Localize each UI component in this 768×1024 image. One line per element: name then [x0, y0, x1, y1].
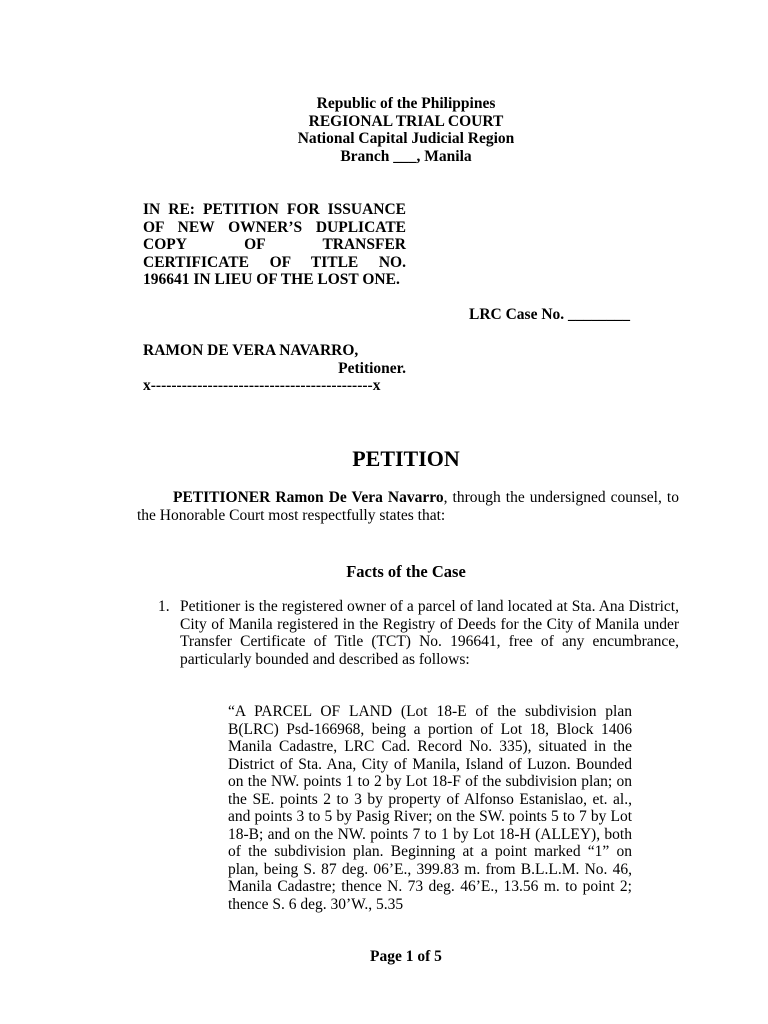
party-block — [143, 342, 406, 395]
court-region: National Capital Judicial Region — [297, 130, 515, 147]
property-description-quote: “A PARCEL OF LAND (Lot 18-E of the subdivision plan B(LRC) Psd-166968, being a portion of Lot 18, Block 1406 Manila Cadastre, LRC Cad. Record No. 335), situated in the District of Sta. Ana, City of Manila, Island of Luzon. Bounded on the NW. points 1 to 2 by Lot 18-F of the subdivision plan; on the SE. points 2 to 3 by property of Alfonso Estanislao, et. al., and points 3 to 5 by Pasig River; on the SW. points 5 to 7 by Lot 18-B; and on the NW. points 7 to 1 by Lot 18-H (ALLEY), both of the subdivision plan. Beginning at a point marked “1” on plan, being S. 87 deg. 06’E., 399.83 m. from B.L.L.M. No. 46, Manila Cadastre; thence N. 73 deg. 46’E., 13.56 m. to point 2; thence S. 6 deg. 30’W., 5.35 — [228, 703, 632, 913]
section-heading: Facts of the Case — [346, 562, 466, 581]
page-number: Page 1 of 5 — [370, 948, 442, 965]
case-caption: IN RE: PETITION FOR ISSUANCE OF NEW OWNER’S DUPLICATE COPY OF TRANSFER CERTIFICATE OF TITLE NO. 196641 IN LIEU OF THE LOST ONE. — [143, 201, 406, 288]
court-branch: Branch ___, Manila — [340, 147, 472, 165]
document-title: PETITION — [352, 446, 460, 471]
court-republic: Republic of the Philippines — [316, 95, 496, 112]
list-item-text: Petitioner is the registered owner of a parcel of land located at Sta. Ana District, City of Manila registered in the Registry of Deeds for the City of Manila under Transfer Certificate of Title (TCT) No. 196641, free of any encumbrance, particularly bounded and described as follows: — [180, 598, 679, 668]
case-number: LRC Case No. ________ — [469, 306, 631, 323]
list-item-number: 1. — [158, 598, 170, 615]
intro-paragraph — [137, 489, 679, 524]
court-name: REGIONAL TRIAL COURT — [308, 112, 504, 130]
list-item — [158, 598, 679, 668]
caption-separator: x-------------------------------------------x — [143, 377, 381, 394]
intro-petitioner: PETITIONER Ramon De Vera Navarro — [173, 489, 444, 506]
court-header — [0, 95, 768, 165]
petitioner-name: RAMON DE VERA NAVARRO, — [143, 342, 359, 359]
petitioner-role: Petitioner. — [338, 359, 406, 377]
intro-text: , through the undersigned counsel, to the Honorable Court most respectfully states that: — [137, 489, 679, 524]
